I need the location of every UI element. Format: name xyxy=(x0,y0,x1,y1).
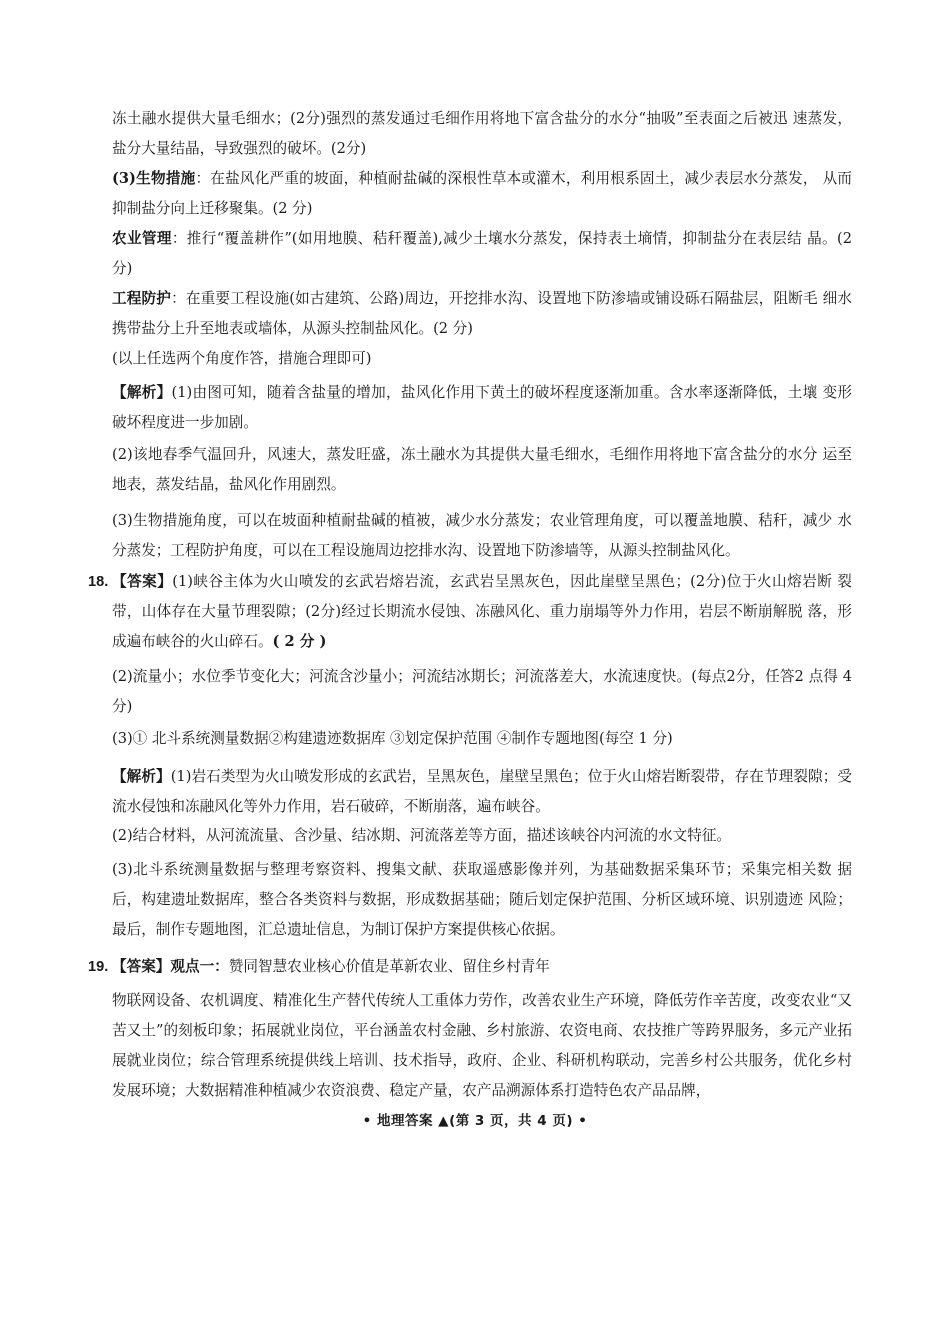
q19-body: 物联网设备、农机调度、精准化生产替代传统人工重体力劳作，改善农业生产环境，降低劳作辛苦度，改变农业“又苦又土”的刻板印象；拓展就业岗位，平台涵盖农村金融、乡村旅游、农资电商、农技推广等跨界服务，多元产业拓展就业岗位；综合管理系统提供线上培训、技术指导，政府、企业、科研机构联动，完善乡村公共服务，优化乡村发展环境；大数据精准种植减少农资浪费、稳定产量，农产品溯源体系打造特色农产品品牌， xyxy=(112,992,852,1099)
q19-view-label: 观点一： xyxy=(170,958,229,975)
q17-agri-measure xyxy=(112,224,852,284)
agri-label: 农业管理 xyxy=(112,230,172,247)
q18-answer-3: (3)① 北斗系统测量数据②构建遗迹数据库 ③划定保护范围 ④制作专题地图(每空 1 分) xyxy=(112,730,673,747)
q19-number: 19. xyxy=(88,959,109,975)
q17-analysis-2: (2)该地春季气温回升，风速大，蒸发旺盛，冻土融水为其提供大量毛细水，毛细作用将地下富含盐分的水分 运至地表，蒸发结晶，盐风化作用剧烈。 xyxy=(112,446,852,493)
eng-label: 工程防护 xyxy=(112,290,172,307)
agri-text: ：推行“覆盖耕作”(如用地膜、秸秆覆盖),减少土壤水分蒸发，保持表土墒情，抑制盐分在表层结 晶。(2 分) xyxy=(112,230,852,277)
bio-label: (3)生物措施 xyxy=(112,170,196,187)
q17-analysis-3: (3)生物措施角度，可以在坡面种植耐盐碱的植被，减少水分蒸发；农业管理角度，可以覆盖地膜、秸秆，减少 水分蒸发；工程防护角度，可以在工程设施周边挖排水沟、设置地下防渗墙等，从源头控制盐风化。 xyxy=(112,512,852,559)
q17-note: (以上任选两个角度作答，措施合理即可) xyxy=(112,350,372,367)
q18-answer-1: 【答案】(1)峡谷主体为火山喷发的玄武岩熔岩流，玄武岩呈黑灰色，因此崖壁呈黑色；(2分)位于火山熔岩断 裂带，山体存在大量节理裂隙；(2分)经过长期流水侵蚀、冻融风化、重力崩塌等外力作用，岩层不断崩解脱 落，形成遍布峡谷的火山碎石。( 2 分 ) xyxy=(112,573,852,650)
q17-bio-measure xyxy=(112,164,852,224)
q18-answer-2: (2)流量小；水位季节变化大；河流含沙量小；河流结冰期长；河流落差大，水流速度快。(每点2分，任答2 点得 4 分) xyxy=(112,668,852,715)
q17-analysis-label: 【解析】 xyxy=(112,384,172,401)
q18-analysis-2: (2)结合材料，从河流流量、含沙量、结冰期、河流落差等方面，描述该峡谷内河流的水文特征。 xyxy=(112,827,732,844)
q18-number: 18. xyxy=(88,574,109,590)
q19-answer-label: 【答案】 xyxy=(112,958,171,975)
q18-answer-label: 【答案】 xyxy=(112,573,173,590)
q17-analysis-1: 【解析】(1)由图可知，随着含盐量的增加，盐风化作用下黄土的破坏程度逐渐加重。含水率逐渐降低，土壤 变形破坏程度进一步加剧。 xyxy=(112,384,852,431)
q18-analysis-1: 【解析】(1)岩石类型为火山喷发形成的玄武岩，呈黑灰色，崖壁呈黑色；位于火山熔岩断裂带，存在节理裂隙；受流水侵蚀和冻融风化等外力作用，岩石破碎，不断崩落，遍布峡谷。 xyxy=(112,768,852,815)
eng-text: ：在重要工程设施(如古建筑、公路)周边，开挖排水沟、设置地下防渗墙或铺设砾石隔盐层，阻断毛 细水携带盐分上升至地表或墙体，从源头控制盐风化。(2 分) xyxy=(112,290,852,337)
q18-score: ( 2 分 ) xyxy=(272,633,327,650)
q17-eng-measure xyxy=(112,284,852,344)
q19-viewpoint: 【答案】观点一：赞同智慧农业核心价值是革新农业、留住乡村青年 xyxy=(112,958,550,975)
bio-text: ：在盐风化严重的坡面，种植耐盐碱的深根性草本或灌木，利用根系固土，减少表层水分蒸发， 从而抑制盐分向上迁移聚集。(2 分) xyxy=(112,170,852,217)
q17-answer-continued: 冻土融水提供大量毛细水；(2分)强烈的蒸发通过毛细作用将地下富含盐分的水分“抽吸”至表面之后被迅 速蒸发，盐分大量结晶，导致强烈的破坏。(2分) xyxy=(112,110,852,157)
page-footer: • 地理答案 ▲(第 3 页，共 4 页) • xyxy=(362,1113,588,1129)
q18-analysis-3: (3)北斗系统测量数据与整理考察资料、搜集文献、获取遥感影像并列，为基础数据采集环节；采集完相关数 据后，构建遗址数据库，整合各类资料与数据，形成数据基础；随后划定保护范围、分析区域环境、识别遗迹 风险；最后，制作专题地图，汇总遗址信息，为制订保护方案提供核心依据。 xyxy=(112,861,852,938)
q18-analysis-label: 【解析】 xyxy=(112,768,171,785)
